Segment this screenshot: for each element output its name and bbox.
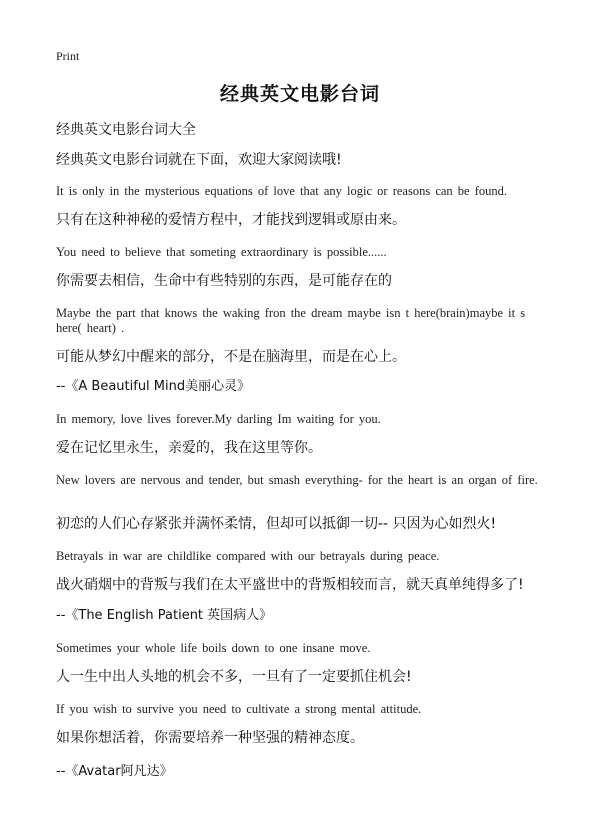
quote-en-line: Betrayals in war are childlike compared with our betrayals during peace. (56, 549, 440, 563)
quote-en-line: It is only in the mysterious equations of love that any logic or reasons can be found. (56, 184, 508, 198)
movie-source-line: --《A Beautiful Mind美丽心灵》 (56, 379, 251, 394)
quote-en-line: Maybe the part that knows the waking fron the dream maybe isn t here(brain)maybe it s here( heart) . (56, 306, 526, 335)
document-title: 经典英文电影台词 (219, 83, 380, 105)
quote-zh-line: 可能从梦幻中醒来的部分，不是在脑海里，而是在心上。 (56, 349, 406, 365)
quote-en-line: If you wish to survive you need to cultivate a strong mental attitude. (56, 702, 422, 716)
quote-zh-line: 只有在这种神秘的爱情方程中，才能找到逻辑或原由来。 (56, 212, 406, 228)
movie-source-line: --《Avatar阿凡达》 (56, 764, 173, 779)
quote-zh-line: 人一生中出人头地的机会不多，一旦有了一定要抓住机会! (56, 669, 412, 685)
print-label: Print (56, 49, 80, 63)
quote-zh-line: 战火硝烟中的背叛与我们在太平盛世中的背叛相较而言，就天真单纯得多了! (56, 577, 524, 593)
quote-zh-line: 你需要去相信，生命中有些特别的东西，是可能存在的 (56, 273, 392, 289)
intro-line: 经典英文电影台词就在下面，欢迎大家阅读哦! (56, 152, 342, 168)
movie-source-line: --《The English Patient 英国病人》 (56, 608, 273, 623)
quote-en-line: You need to believe that someting extraordinary is possible...... (56, 245, 387, 259)
subtitle-line: 经典英文电影台词大全 (56, 122, 196, 138)
quote-en-line: New lovers are nervous and tender, but smash everything- for the heart is an organ of fire. (56, 473, 538, 487)
quote-zh-line: 初恋的人们心存紧张并满怀柔情，但却可以抵御一切-- 只因为心如烈火! (56, 516, 497, 532)
quote-en-line: In memory, love lives forever.My darling Im waiting for you. (56, 412, 381, 426)
quote-zh-line: 如果你想活着，你需要培养一种坚强的精神态度。 (56, 730, 364, 746)
quote-en-line: Sometimes your whole life boils down to one insane move. (56, 641, 371, 655)
quote-zh-line: 爱在记忆里永生，亲爱的，我在这里等你。 (56, 440, 322, 456)
